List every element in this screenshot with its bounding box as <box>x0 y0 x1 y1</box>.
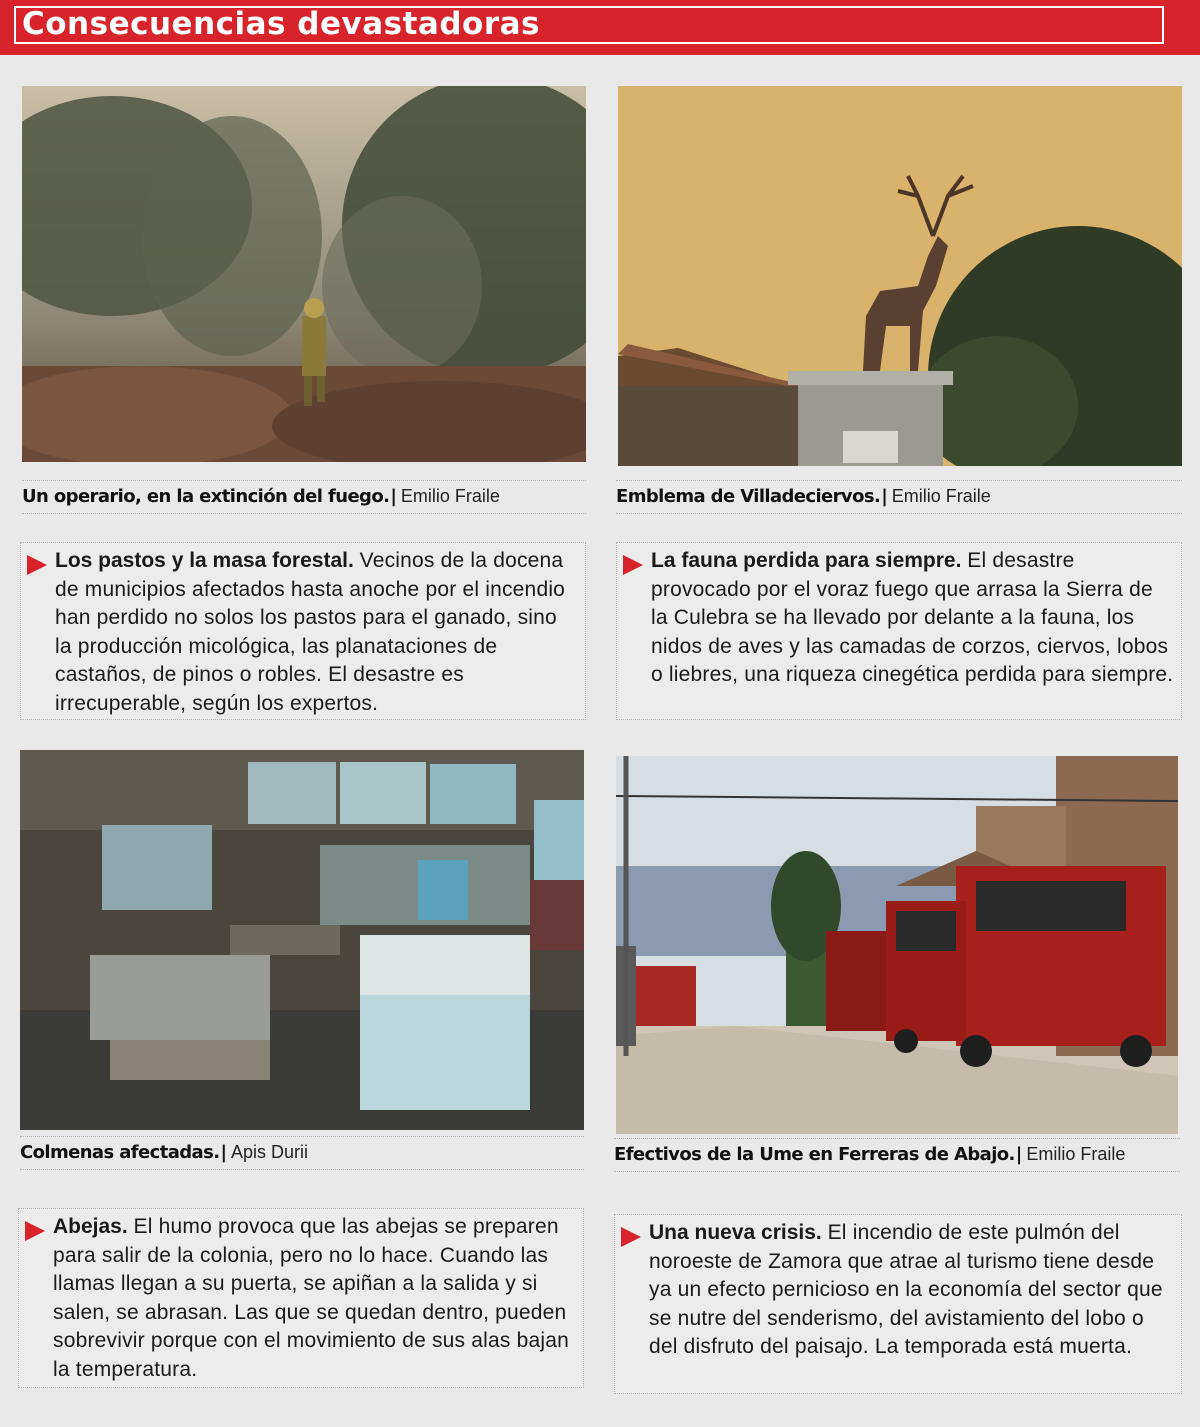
photo-credit: Emilio Fraile <box>1026 1144 1126 1164</box>
photo-caption-4 <box>614 1138 1180 1172</box>
bullet-arrow-icon <box>621 1227 641 1247</box>
text-body: El desastre provocado por el voraz fuego que arrasa la Sierra de la Culebra se ha llevado por delante a la fauna, los nidos de aves y las camadas de corzos, ciervos, lobos o liebres, una riqueza cinegética perdida para siempre. <box>651 549 1174 686</box>
caption-title: Un operario, en la extinción del fuego. <box>22 486 390 507</box>
photo-firefighter-image <box>22 86 586 462</box>
text-lead: La fauna perdida para siempre. <box>651 549 962 572</box>
caption-separator: | <box>220 1142 228 1163</box>
photo-beehives <box>20 750 584 1130</box>
caption-separator: | <box>390 486 397 507</box>
bullet-arrow-icon <box>27 555 47 575</box>
photo-fire-trucks <box>616 756 1178 1134</box>
photo-credit: Apis Durii <box>231 1142 309 1162</box>
photo-credit: Emilio Fraile <box>891 486 991 506</box>
text-body: Vecinos de la docena de municipios afectados hasta anoche por el incendio han perdido no solos los pastos para el ganado, sino la producción micológica, las planataciones de castaños, de pinos o robles. El desastre es irrecuperable, según los expertos. <box>55 549 566 715</box>
photo-deer-statue <box>618 86 1182 466</box>
photo-fire-trucks-image <box>616 756 1178 1134</box>
text-lead: Los pastos y la masa forestal. <box>55 549 354 572</box>
caption-title: Efectivos de la Ume en Ferreras de Abajo. <box>614 1144 1015 1165</box>
caption-separator: | <box>1015 1144 1023 1165</box>
bullet-arrow-icon <box>25 1221 45 1241</box>
bullet-arrow-icon <box>623 555 643 575</box>
text-block-1 <box>20 542 586 720</box>
caption-title: Colmenas afectadas. <box>20 1142 220 1163</box>
text-body: El humo provoca que las abejas se preparen para salir de la colonia, pero no lo hace. Cuando las llamas llegan a su puerta, se apiñan a la salida y si salen, se abrasan. Las que se quedan dentro, pueden sobrevivir porque con el movimiento de sus alas bajan la temperatura. <box>53 1215 570 1381</box>
page-title: Consecuencias devastadoras <box>22 6 540 42</box>
photo-firefighter <box>22 86 586 462</box>
text-block-2 <box>616 542 1182 720</box>
text-body: El incendio de este pulmón del noroeste de Zamora que atrae al turismo tiene desde ya un efecto pernicioso en la economía del sector que se nutre del senderismo, del avistamiento del lobo o del disfruto del paisajo. La temporada está muerta. <box>649 1221 1163 1358</box>
photo-deer-statue-image <box>618 86 1182 466</box>
photo-caption-1 <box>22 480 586 514</box>
text-block-4 <box>614 1214 1182 1394</box>
caption-title: Emblema de Villadeciervos. <box>616 486 881 507</box>
photo-caption-2 <box>616 480 1182 514</box>
text-block-3 <box>18 1208 584 1388</box>
photo-caption-3 <box>20 1136 584 1170</box>
photo-credit: Emilio Fraile <box>400 486 500 506</box>
section-header <box>0 0 1200 55</box>
text-lead: Abejas. <box>53 1215 128 1238</box>
photo-beehives-image <box>20 750 584 1130</box>
caption-separator: | <box>881 486 888 507</box>
text-lead: Una nueva crisis. <box>649 1221 822 1244</box>
